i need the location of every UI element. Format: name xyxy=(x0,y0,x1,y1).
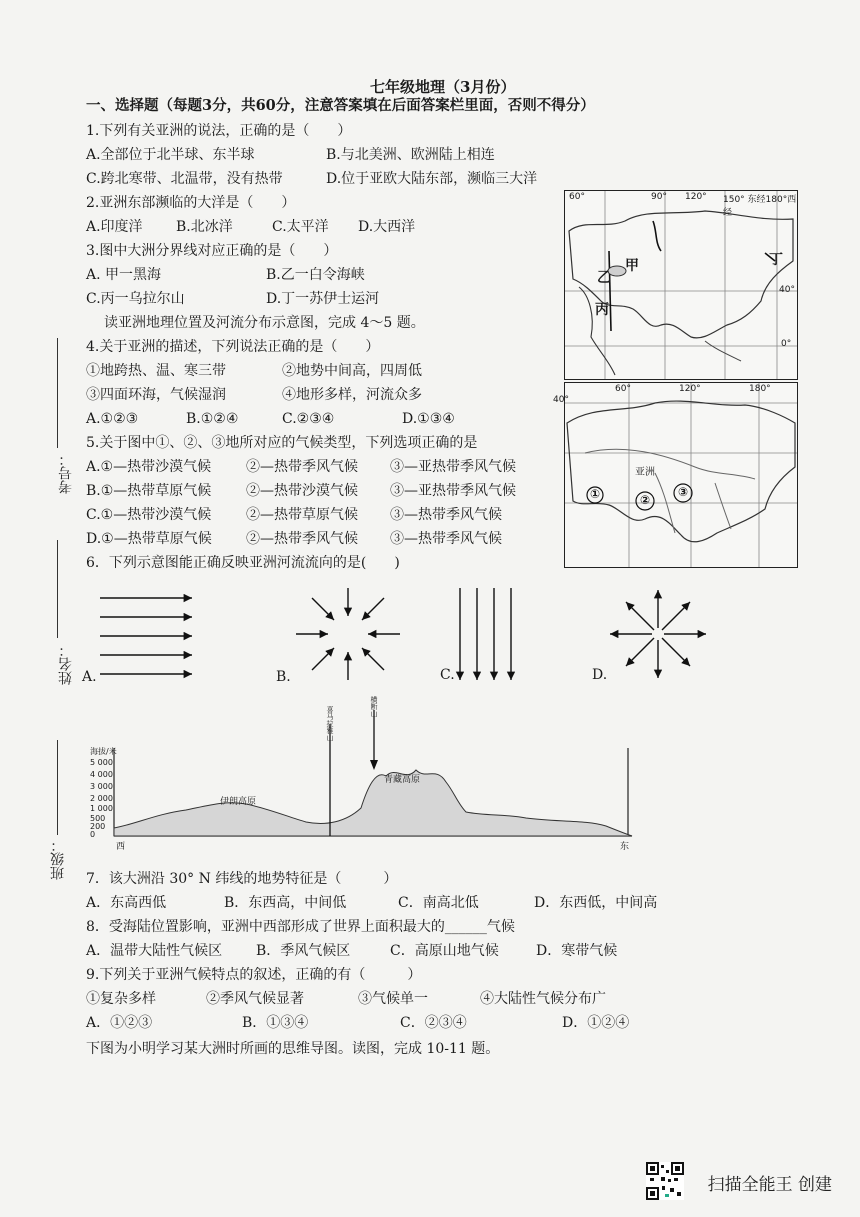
kaohao-blank-line xyxy=(57,338,58,448)
q8-stem: 8．受海陆位置影响，亚洲中西部形成了世界上面积最大的______气候 xyxy=(86,919,515,935)
map1-mark-yi: 乙 xyxy=(597,270,611,286)
q5-option-d-part2: ②—热带季风气候 xyxy=(246,531,358,547)
map1-mark-ding: 丁 xyxy=(769,252,783,268)
profile-y-0: 0 xyxy=(90,830,96,839)
q1-option-c[interactable]: C.跨北寒带、北温带，没有热带 xyxy=(86,171,283,187)
q4-stem: 4.关于亚洲的描述，下列说法正确的是（ ） xyxy=(86,339,380,355)
map2-asia-label: 亚洲 xyxy=(635,467,655,478)
q5-option-d-part3: ③—热带季风气候 xyxy=(390,531,502,547)
profile-marker-himalaya: 喜马拉雅山 xyxy=(326,706,334,741)
terrain-profile-30n xyxy=(86,696,646,856)
q8-option-a[interactable]: A．温带大陆性气候区 xyxy=(86,943,223,959)
map1-lat-0: 0° xyxy=(781,339,792,349)
q5-option-a-part1[interactable]: A.①—热带沙漠气候 xyxy=(86,459,212,475)
sidebar-kaohao-label: 考号： xyxy=(58,452,74,494)
q4-statement-2: ②地势中间高，四周低 xyxy=(282,363,422,379)
profile-y-5000: 5 000 xyxy=(90,758,113,767)
q9-stem: 9.下列关于亚洲气候特点的叙述，正确的有（ ） xyxy=(86,967,422,983)
q2-option-b[interactable]: B.北冰洋 xyxy=(176,219,233,235)
diagram-d-diverging-arrows xyxy=(610,590,706,678)
qr-code-icon xyxy=(646,1162,684,1200)
q8-option-c[interactable]: C．高原山地气候 xyxy=(390,943,499,959)
q7-option-d[interactable]: D．东西低，中间高 xyxy=(534,895,658,911)
map2-mark-1: ① xyxy=(590,487,601,501)
q9-option-d[interactable]: D．①②④ xyxy=(562,1015,630,1031)
profile-y-200: 200 xyxy=(90,822,106,831)
q3-option-a[interactable]: A. 甲一黑海 xyxy=(86,267,162,283)
q9-option-b[interactable]: B．①③④ xyxy=(242,1015,309,1031)
profile-y-4000: 4 000 xyxy=(90,770,113,779)
profile-y-500: 500 xyxy=(90,814,106,823)
profile-y-1000: 1 000 xyxy=(90,804,113,813)
q6-option-b[interactable]: B. xyxy=(276,669,291,685)
profile-yaxis-title: 海拔/米 xyxy=(90,747,117,756)
q9-option-a[interactable]: A．①②③ xyxy=(86,1015,153,1031)
q6-option-d[interactable]: D. xyxy=(592,667,608,683)
map2-mark-2: ② xyxy=(640,493,651,507)
q4-statement-4: ④地形多样，河流众多 xyxy=(282,387,422,403)
q4-statement-3: ③四面环海，气候湿润 xyxy=(86,387,226,403)
map1-lon-150: 150° 东经180°西经 xyxy=(723,195,797,218)
map1-lon-60: 60° xyxy=(569,192,585,202)
map1-lon-90: 90° xyxy=(651,192,667,202)
q1-option-a[interactable]: A.全部位于北半球、东半球 xyxy=(86,147,255,163)
q6-option-a[interactable]: A. xyxy=(82,669,97,685)
q3-option-d[interactable]: D.丁一苏伊士运河 xyxy=(266,291,380,307)
q7-option-b[interactable]: B．东西高，中间低 xyxy=(224,895,347,911)
section-heading: 一、选择题（每题3分，共60分，注意答案填在后面答案栏里面，否则不得分） xyxy=(86,97,595,114)
q8-option-b[interactable]: B．季风气候区 xyxy=(256,943,351,959)
q4-option-b[interactable]: B.①②④ xyxy=(186,411,239,427)
map1-lat-40: 40° xyxy=(779,285,795,295)
profile-marker-hengduan: 横断山 xyxy=(370,696,378,717)
q7-option-c[interactable]: C．南高北低 xyxy=(398,895,479,911)
map2-lat-40: 40° xyxy=(553,395,569,405)
map2-lon-60: 60° xyxy=(615,384,631,394)
diagram-c-downward-arrows xyxy=(460,588,511,680)
q5-option-c-part2: ②—热带草原气候 xyxy=(246,507,358,523)
xingming-blank-line xyxy=(57,540,58,638)
q4-statement-1: ①地跨热、温、寒三带 xyxy=(86,363,226,379)
q9-statement-2: ②季风气候显著 xyxy=(206,991,304,1007)
diagram-a-parallel-arrows xyxy=(100,598,192,674)
map1-mark-jia: 甲 xyxy=(625,258,639,274)
q1-option-b[interactable]: B.与北美洲、欧洲陆上相连 xyxy=(326,147,495,163)
diagram-b-converging-arrows xyxy=(296,588,400,680)
q2-option-c[interactable]: C.太平洋 xyxy=(272,219,329,235)
q5-option-b-part3: ③—亚热带季风气候 xyxy=(390,483,516,499)
q2-option-d[interactable]: D.大西洋 xyxy=(358,219,416,235)
map2-mark-3: ③ xyxy=(678,485,689,499)
q7-stem: 7．该大洲沿 30° N 纬线的地势特征是（ ） xyxy=(86,871,398,887)
q1-stem: 1.下列有关亚洲的说法，正确的是（ ） xyxy=(86,123,352,139)
profile-y-2000: 2 000 xyxy=(90,794,113,803)
asia-boundary-map xyxy=(564,190,798,380)
profile-west-label: 西 xyxy=(116,842,126,852)
profile-region-iran: 伊朗高原 xyxy=(220,797,257,807)
map2-lon-180: 180° xyxy=(749,384,771,394)
q3-option-b[interactable]: B.乙一白令海峡 xyxy=(266,267,365,283)
q9-statement-4: ④大陆性气候分布广 xyxy=(480,991,606,1007)
asia-climate-map xyxy=(553,382,798,568)
q5-option-a-part2: ②—热带季风气候 xyxy=(246,459,358,475)
q5-option-d-part1[interactable]: D.①—热带草原气候 xyxy=(86,531,212,547)
profile-region-tibet: 青藏高原 xyxy=(384,775,421,785)
q5-option-c-part1[interactable]: C.①—热带沙漠气候 xyxy=(86,507,212,523)
banji-blank-line xyxy=(57,740,58,835)
q5-option-b-part2: ②—热带沙漠气候 xyxy=(246,483,358,499)
map1-mark-bing: 丙 xyxy=(595,302,609,318)
instruction-10-11: 下图为小明学习某大洲时所画的思维导图。读图，完成 10-11 题。 xyxy=(86,1041,500,1057)
q8-option-d[interactable]: D．寒带气候 xyxy=(536,943,618,959)
q6-stem: 6．下列示意图能正确反映亚洲河流流向的是( ) xyxy=(86,555,400,571)
read-instruction-4-5: 读亚洲地理位置及河流分布示意图，完成 4～5 题。 xyxy=(104,315,425,331)
q6-option-c[interactable]: C. xyxy=(440,667,455,683)
q6-flow-diagrams xyxy=(80,584,780,689)
q5-stem: 5.关于图中①、②、③地所对应的气候类型，下列选项正确的是 xyxy=(86,435,478,451)
scanner-watermark: 扫描全能王 创建 xyxy=(707,1175,832,1195)
q5-option-b-part1[interactable]: B.①—热带草原气候 xyxy=(86,483,212,499)
profile-east-label: 东 xyxy=(620,842,630,852)
profile-y-3000: 3 000 xyxy=(90,782,113,791)
page-title: 七年级地理（3月份） xyxy=(370,78,516,96)
q2-stem: 2.亚洲东部濒临的大洋是（ ） xyxy=(86,195,296,211)
q4-option-d[interactable]: D.①③④ xyxy=(402,411,455,427)
q4-option-c[interactable]: C.②③④ xyxy=(282,411,335,427)
q7-option-a[interactable]: A．东高西低 xyxy=(86,895,167,911)
q9-statement-1: ①复杂多样 xyxy=(86,991,156,1007)
sidebar-banji-label: 班级： xyxy=(50,838,66,880)
q1-option-d[interactable]: D.位于亚欧大陆东部，濒临三大洋 xyxy=(326,171,538,187)
sidebar-xingming-label: 姓名： xyxy=(58,643,74,685)
map1-lon-120: 120° xyxy=(685,192,707,202)
q3-stem: 3.图中大洲分界线对应正确的是（ ） xyxy=(86,243,338,259)
q2-option-a[interactable]: A.印度洋 xyxy=(86,219,143,235)
q9-statement-3: ③气候单一 xyxy=(358,991,428,1007)
map2-lon-120: 120° xyxy=(679,384,701,394)
q4-option-a[interactable]: A.①②③ xyxy=(86,411,139,427)
q5-option-a-part3: ③—亚热带季风气候 xyxy=(390,459,516,475)
q3-option-c[interactable]: C.丙一乌拉尔山 xyxy=(86,291,185,307)
q5-option-c-part3: ③—热带季风气候 xyxy=(390,507,502,523)
q9-option-c[interactable]: C．②③④ xyxy=(400,1015,467,1031)
